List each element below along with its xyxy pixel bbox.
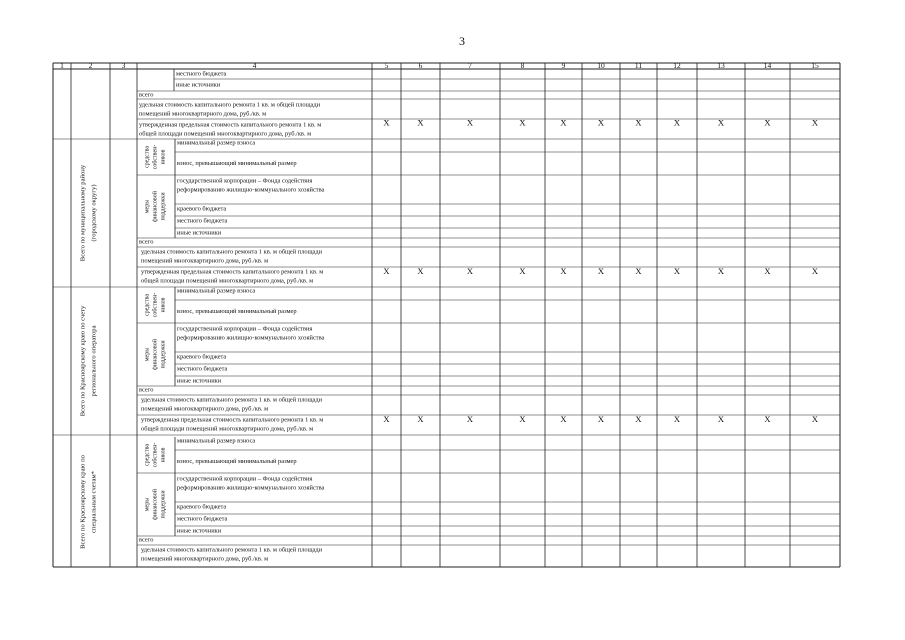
column-header-7: 7: [468, 61, 472, 71]
group1-label-fund-line1: государственной корпорации – Фонда содействия: [177, 177, 313, 185]
group1-x-mark-col-7: X: [466, 265, 474, 276]
group2-label-min-fee: минимальный размер взноса: [177, 287, 256, 295]
group1-label-min-fee: минимальный размер взноса: [177, 139, 256, 147]
group2-x-mark-col-6: X: [417, 413, 424, 424]
group1-label-unit-cost-line1: удельная стоимость капитального ремонта 1 кв. м общей площади: [141, 248, 323, 256]
group2-owners-funds-label-1: средства: [144, 293, 151, 317]
group3-owners-funds-label-3: ников: [160, 447, 167, 463]
group1-support-measures-label-2: финансовой: [152, 191, 159, 222]
top-limit-x-mark-col-13: X: [717, 117, 725, 128]
group2-label-limit-cost-line2: общей площади помещений многоквартирного дома, руб./кв. м: [141, 425, 314, 433]
group2-label-unit-cost-line2: помещений многоквартирного дома, руб./кв. м: [141, 405, 269, 413]
page-number: 3: [459, 33, 465, 48]
column-header-14: 14: [763, 61, 772, 71]
group1-owners-funds-label-2: собствен-: [152, 144, 159, 170]
group1-label-limit-cost-line1: утвержденная предельная стоимость капитального ремонта 1 кв. м: [141, 268, 324, 276]
label-unit-cost-line2: помещений многоквартирного дома, руб./кв. м: [139, 110, 267, 118]
group3-owners-funds-label-1: средства: [144, 443, 151, 467]
group1-title-line2: (городскому округу): [90, 184, 98, 242]
column-header-12: 12: [673, 61, 681, 71]
column-header-11: 11: [634, 61, 643, 71]
group2-support-measures-label-2: финансовой: [152, 339, 159, 370]
top-limit-x-mark-col-12: X: [673, 117, 681, 128]
column-header-6: 6: [418, 61, 423, 71]
group1-label-over-min: взнос, превышающий минимальный размер: [177, 159, 297, 167]
group3-label-unit-cost-line1: удельная стоимость капитального ремонта 1 кв. м общей площади: [141, 546, 323, 554]
group2-owners-funds-label-2: собствен-: [152, 292, 159, 318]
group2-title-line1: Всего по Красноярскому краю по счету: [79, 305, 87, 417]
group3-support-measures-label-2: финансовой: [152, 489, 159, 520]
group2-x-mark-col-10: X: [597, 413, 605, 424]
group3-label-min-fee: минимальный размер взноса: [177, 437, 256, 445]
top-limit-x-mark-col-10: X: [597, 117, 605, 128]
group1-owners-funds-label-3: ников: [160, 149, 167, 165]
top-limit-x-mark-col-5: X: [383, 117, 390, 128]
group2-label-fund-line1: государственной корпорации – Фонда содействия: [177, 325, 313, 333]
group3-owners-funds-label-2: собствен-: [152, 442, 159, 468]
group2-label-total: всего: [139, 386, 154, 394]
group3-label-local-budget: местного бюджета: [177, 515, 228, 523]
column-header-2: 2: [88, 61, 93, 71]
group1-x-mark-col-15: X: [811, 265, 819, 276]
column-header-13: 13: [717, 61, 725, 71]
group1-label-regional-budget: краевого бюджета: [177, 205, 227, 213]
group2-label-fund-line2: реформированию жилищно-коммунального хозяйства: [177, 334, 325, 342]
group3-title-line2: специальным счетам*: [90, 471, 98, 533]
group2-label-limit-cost-line1: утвержденная предельная стоимость капитального ремонта 1 кв. м: [141, 416, 324, 424]
group2-x-mark-col-9: X: [560, 413, 567, 424]
label-local-budget: местного бюджета: [176, 70, 227, 78]
label-other-sources: иные источники: [176, 81, 221, 89]
top-limit-x-mark-col-9: X: [560, 117, 567, 128]
group1-support-measures-label-3: поддержки: [160, 192, 167, 221]
group1-label-other-sources: иные источники: [177, 229, 222, 237]
group2-x-mark-col-12: X: [673, 413, 681, 424]
group1-support-measures-label-1: меры: [144, 199, 151, 214]
group3-label-other-sources: иные источники: [177, 527, 222, 535]
group1-label-fund-line2: реформированию жилищно-коммунального хозяйства: [177, 186, 325, 194]
label-unit-cost-line1: удельная стоимость капитального ремонта 1 кв. м общей площади: [139, 101, 321, 109]
top-limit-x-mark-col-15: X: [811, 117, 819, 128]
group1-title-line1: Всего по муниципальному району: [79, 164, 87, 262]
group3-label-regional-budget: краевого бюджета: [177, 503, 227, 511]
top-limit-x-mark-col-8: X: [519, 117, 526, 128]
column-header-5: 5: [384, 61, 389, 71]
top-limit-x-mark-col-14: X: [764, 117, 771, 128]
column-header-3: 3: [121, 61, 126, 71]
group1-label-local-budget: местного бюджета: [177, 217, 228, 225]
group1-x-mark-col-11: X: [635, 265, 642, 276]
group2-label-unit-cost-line1: удельная стоимость капитального ремонта 1 кв. м общей площади: [141, 396, 323, 404]
column-header-10: 10: [597, 61, 605, 71]
group2-label-over-min: взнос, превышающий минимальный размер: [177, 307, 297, 315]
group2-support-measures-label-3: поддержки: [160, 340, 167, 369]
group1-x-mark-col-5: X: [383, 265, 390, 276]
group2-x-mark-col-11: X: [635, 413, 642, 424]
group3-label-fund-line2: реформированию жилищно-коммунального хозяйства: [177, 484, 325, 492]
group2-x-mark-col-5: X: [383, 413, 390, 424]
group1-label-limit-cost-line2: общей площади помещений многоквартирного дома, руб./кв. м: [141, 277, 314, 285]
group1-label-total: всего: [139, 238, 154, 246]
group1-label-unit-cost-line2: помещений многоквартирного дома, руб./кв. м: [141, 257, 269, 265]
group2-label-local-budget: местного бюджета: [177, 365, 228, 373]
top-limit-x-mark-col-7: X: [466, 117, 474, 128]
group1-x-mark-col-10: X: [597, 265, 605, 276]
column-header-1: 1: [60, 61, 64, 71]
column-header-4: 4: [252, 61, 257, 71]
group2-x-mark-col-14: X: [764, 413, 771, 424]
group1-owners-funds-label-1: средства: [144, 145, 151, 169]
label-limit-cost-line2: общей площади помещений многоквартирного дома, руб./кв. м: [139, 130, 312, 138]
group1-x-mark-col-6: X: [417, 265, 424, 276]
group2-title-line2: регионального оператора: [90, 325, 98, 397]
group2-label-other-sources: иные источники: [177, 377, 222, 385]
label-limit-cost-line1: утвержденная предельная стоимость капитального ремонта 1 кв. м: [139, 121, 322, 129]
column-header-15: 15: [811, 61, 819, 71]
group3-support-measures-label-1: меры: [144, 497, 151, 512]
group2-x-mark-col-8: X: [519, 413, 526, 424]
top-limit-x-mark-col-11: X: [635, 117, 642, 128]
group2-x-mark-col-15: X: [811, 413, 819, 424]
column-header-9: 9: [561, 61, 566, 71]
group1-x-mark-col-14: X: [764, 265, 771, 276]
group1-x-mark-col-8: X: [519, 265, 526, 276]
column-header-8: 8: [520, 61, 525, 71]
group3-support-measures-label-3: поддержки: [160, 490, 167, 519]
group3-label-unit-cost-line2: помещений многоквартирного дома, руб./кв. м: [141, 555, 269, 563]
group3-label-fund-line1: государственной корпорации – Фонда содействия: [177, 475, 313, 483]
group2-label-regional-budget: краевого бюджета: [177, 353, 227, 361]
label-total: всего: [139, 91, 154, 99]
group2-x-mark-col-13: X: [717, 413, 725, 424]
group2-support-measures-label-1: меры: [144, 347, 151, 362]
group3-label-over-min: взнос, превышающий минимальный размер: [177, 457, 297, 465]
group3-label-total: всего: [139, 536, 154, 544]
group1-x-mark-col-9: X: [560, 265, 567, 276]
group3-title-line1: Всего по Красноярскому краю по: [79, 455, 87, 549]
group2-owners-funds-label-3: ников: [160, 297, 167, 313]
group1-x-mark-col-13: X: [717, 265, 725, 276]
group1-x-mark-col-12: X: [673, 265, 681, 276]
group2-x-mark-col-7: X: [466, 413, 474, 424]
top-limit-x-mark-col-6: X: [417, 117, 424, 128]
